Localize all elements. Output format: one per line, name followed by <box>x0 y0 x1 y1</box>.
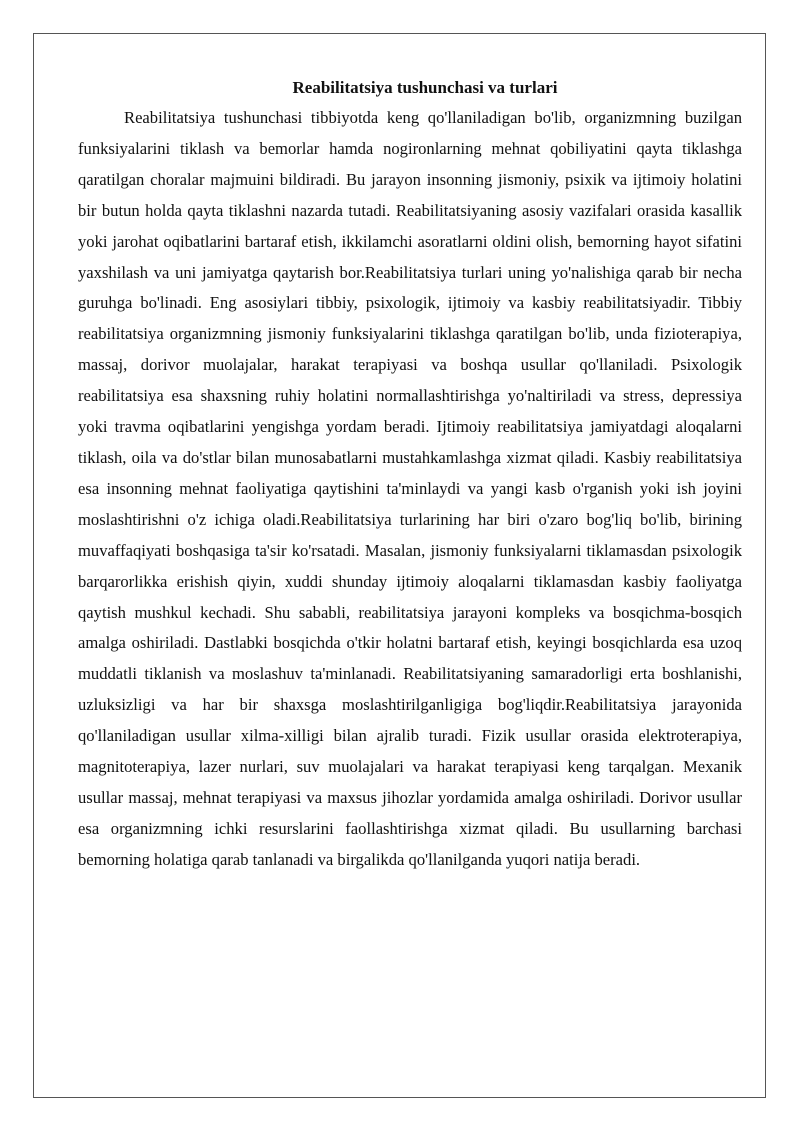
document-content <box>78 73 742 876</box>
document-body-paragraph: Reabilitatsiya tushunchasi tibbiyotda keng qo'llaniladigan bo'lib, organizmning buzilgan funksiyalarini tiklash va bemorlar hamda nogironlarning mehnat qobiliyatini qayta tiklashga qaratilgan choralar majmuini bildiradi. Bu jarayon insonning jismoniy, psixik va ijtimoiy holatini bir butun holda qayta tiklashni nazarda tutadi. Reabilitatsiyaning asosiy vazifalari orasida kasallik yoki jarohat oqibatlarini bartaraf etish, ikkilamchi asoratlarni oldini olish, bemorning hayot sifatini yaxshilash va uni jamiyatga qaytarish bor.Reabilitatsiya turlari uning yo'nalishiga qarab bir necha guruhga bo'linadi. Eng asosiylari tibbiy, psixologik, ijtimoiy va kasbiy reabilitatsiyadir. Tibbiy reabilitatsiya organizmning jismoniy funksiyalarini tiklashga qaratilgan bo'lib, unda fizioterapiya, massaj, dorivor muolajalar, harakat terapiyasi va boshqa usullar qo'llaniladi. Psixologik reabilitatsiya esa shaxsning ruhiy holatini normallashtirishga yo'naltiriladi va stress, depressiya yoki travma oqibatlarini yengishga yordam beradi. Ijtimoiy reabilitatsiya jamiyatdagi aloqalarni tiklash, oila va do'stlar bilan munosabatlarni mustahkamlashga xizmat qiladi. Kasbiy reabilitatsiya esa insonning mehnat faoliyatiga qaytishini ta'minlaydi va yangi kasb o'rganish yoki ish joyini moslashtirishni o'z ichiga oladi.Reabilitatsiya turlarining har biri o'zaro bog'liq bo'lib, birining muvaffaqiyati boshqasiga ta'sir ko'rsatadi. Masalan, jismoniy funksiyalarni tiklamasdan psixologik barqarorlikka erishish qiyin, xuddi shunday ijtimoiy aloqalarni tiklamasdan kasbiy faoliyatga qaytish mushkul kechadi. Shu sababli, reabilitatsiya jarayoni kompleks va bosqichma-bosqich amalga oshiriladi. Dastlabki bosqichda o'tkir holatni bartaraf etish, keyingi bosqichlarda esa uzoq muddatli tiklanish va moslashuv ta'minlanadi. Reabilitatsiyaning samaradorligi erta boshlanishi, uzluksizligi va har bir shaxsga moslashtirilganligiga bog'liqdir.Reabilitatsiya jarayonida qo'llaniladigan usullar xilma-xilligi bilan ajralib turadi. Fizik usullar orasida elektroterapiya, magnitoterapiya, lazer nurlari, suv muolajalari va harakat terapiyasi keng tarqalgan. Mexanik usullar massaj, mehnat terapiyasi va maxsus jihozlar yordamida amalga oshiriladi. Dorivor usullar esa organizmning ichki resurslarini faollashtirishga xizmat qiladi. Bu usullarning barchasi bemorning holatiga qarab tanlanadi va birgalikda qo'llanilganda yuqori natija beradi. <box>78 108 742 869</box>
document-title: Reabilitatsiya tushunchasi va turlari <box>292 78 558 97</box>
